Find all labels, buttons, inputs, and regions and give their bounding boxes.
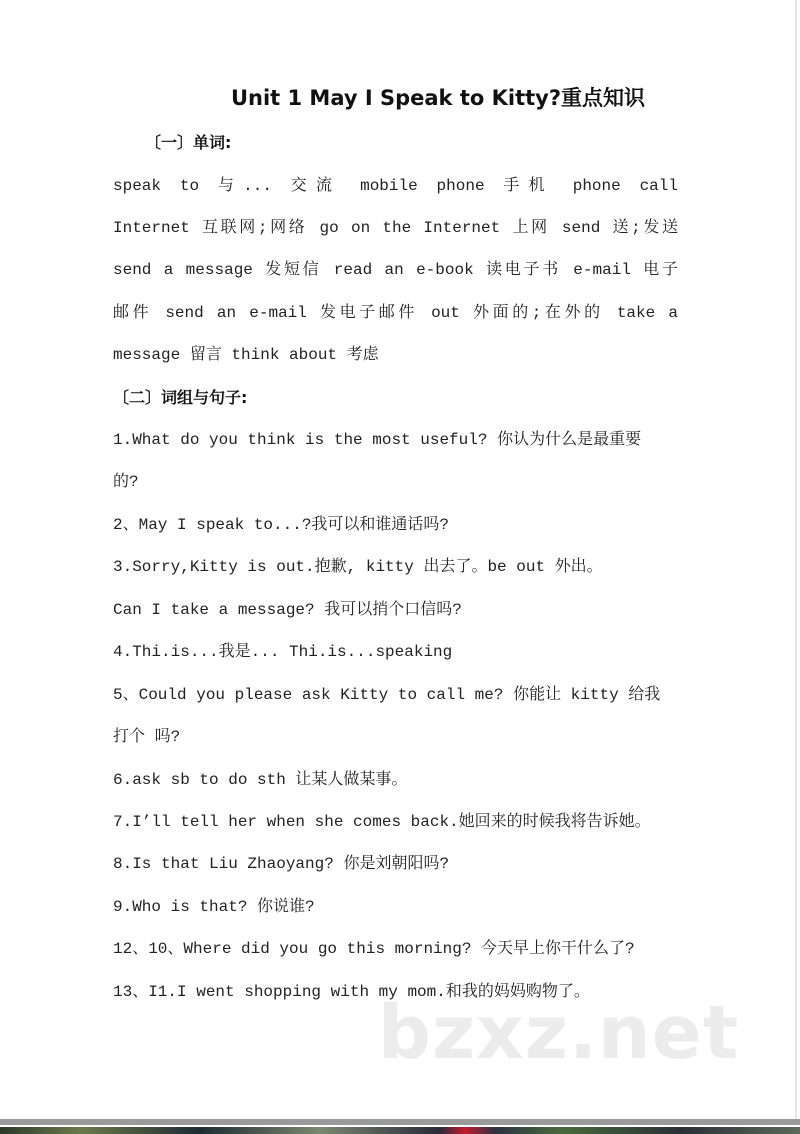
vocab-line: message 留言 think about 考虑	[113, 346, 379, 364]
vocab-line: Internet 互联网;网络 go on the Internet 上网 send 送;发送	[113, 219, 678, 237]
background-image-strip	[0, 1127, 800, 1134]
page-edge	[795, 0, 797, 1119]
sentence-line: 4.Thi.is...我是... Thi.is...speaking	[113, 643, 453, 661]
watermark: bzxz.net	[378, 990, 740, 1076]
sentence-line: 9.Who is that? 你说谁?	[113, 898, 315, 916]
sentence-line: Can I take a message? 我可以捎个口信吗?	[113, 601, 462, 619]
sentence-line: 5、Could you please ask Kitty to call me? 你能让 kitty 给我	[113, 686, 661, 704]
sentence-line: 7.I’ll tell her when she comes back.她回来的时候我将告诉她。	[113, 813, 651, 831]
section-heading-phrases: 〔二〕词组与句子:	[113, 388, 248, 407]
vocab-line: speak to 与... 交流 mobile phone 手机 phone call	[113, 177, 678, 195]
sentence-line: 2、May I speak to...?我可以和谁通话吗?	[113, 516, 450, 534]
section-heading-vocabulary: 〔一〕单词:	[145, 133, 232, 152]
sentence-line: 8.Is that Liu Zhaoyang? 你是刘朝阳吗?	[113, 855, 450, 873]
sentence-line: 13、I1.I went shopping with my mom.和我的妈妈购物了。	[113, 983, 590, 1001]
sentence-line: 12、10、Where did you go this morning? 今天早上你干什么了?	[113, 940, 635, 958]
sentence-line: 1.What do you think is the most useful? 你认为什么是最重要	[113, 431, 642, 449]
page-bottom-border	[0, 1119, 800, 1125]
sentence-line: 6.ask sb to do sth 让某人做某事。	[113, 771, 408, 789]
document-title: Unit 1 May I Speak to Kitty?重点知识	[230, 86, 646, 110]
sentence-line: 打个 吗?	[113, 728, 181, 746]
vocab-line: send a message 发短信 read an e-book 读电子书 e-mail 电子	[113, 261, 678, 279]
sentence-line: 的?	[113, 473, 139, 491]
vocab-line: 邮件 send an e-mail 发电子邮件 out 外面的;在外的 take a	[113, 304, 678, 322]
sentence-line: 3.Sorry,Kitty is out.抱歉, kitty 出去了。be out 外出。	[113, 558, 603, 576]
